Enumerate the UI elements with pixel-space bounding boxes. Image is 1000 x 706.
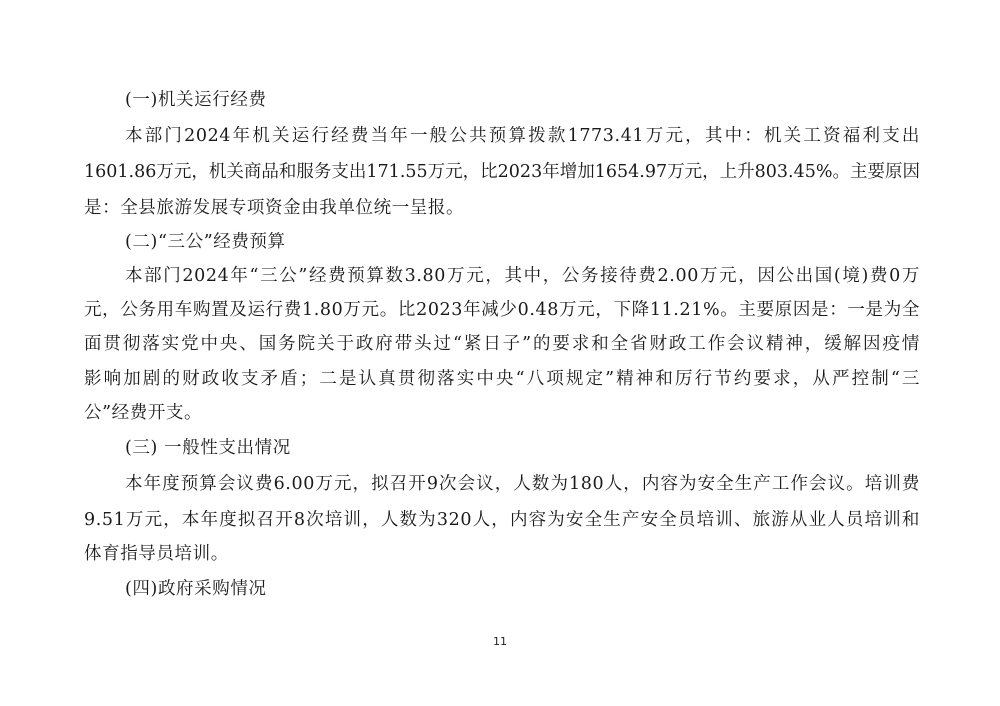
paragraph-line: 9.51万元，本年度拟召开8次培训，人数为320人，内容为安全生产安全员培训、旅游从业人员培训和	[84, 510, 920, 530]
paragraph-line: 是：全县旅游发展专项资金由我单位统一呈报。	[84, 198, 465, 218]
section-heading-operating-costs: (一)机关运行经费	[125, 90, 267, 110]
paragraph-line: 本年度预算会议费6.00万元，拟召开9次会议，人数为180人，内容为安全生产工作会议。培训费	[125, 474, 920, 494]
paragraph-line: 本部门2024年“三公”经费预算数3.80万元，其中，公务接待费2.00万元，因公出国(境)费0万	[125, 266, 920, 286]
section-heading-general-expenditure: (三) 一般性支出情况	[125, 438, 291, 458]
paragraph-line: 本部门2024年机关运行经费当年一般公共预算拨款1773.41万元，其中：机关工资福利支出	[125, 126, 920, 146]
page-number: 11	[493, 635, 507, 648]
section-heading-three-public: (二)“三公”经费预算	[125, 232, 286, 252]
paragraph-line: 元，公务用车购置及运行费1.80万元。比2023年减少0.48万元，下降11.21%。主要原因是：一是为全	[84, 300, 920, 320]
paragraph-line: 影响加剧的财政收支矛盾；二是认真贯彻落实中央“八项规定”精神和厉行节约要求，从严控制“三	[84, 369, 920, 389]
paragraph-line: 公”经费开支。	[84, 403, 203, 423]
section-heading-procurement: (四)政府采购情况	[125, 579, 267, 599]
paragraph-line: 1601.86万元，机关商品和服务支出171.55万元，比2023年增加1654.97万元，上升803.45%。主要原因	[84, 162, 920, 182]
paragraph-line: 体育指导员培训。	[84, 544, 229, 564]
paragraph-line: 面贯彻落实党中央、国务院关于政府带头过“紧日子”的要求和全省财政工作会议精神，缓解因疫情	[84, 334, 920, 354]
